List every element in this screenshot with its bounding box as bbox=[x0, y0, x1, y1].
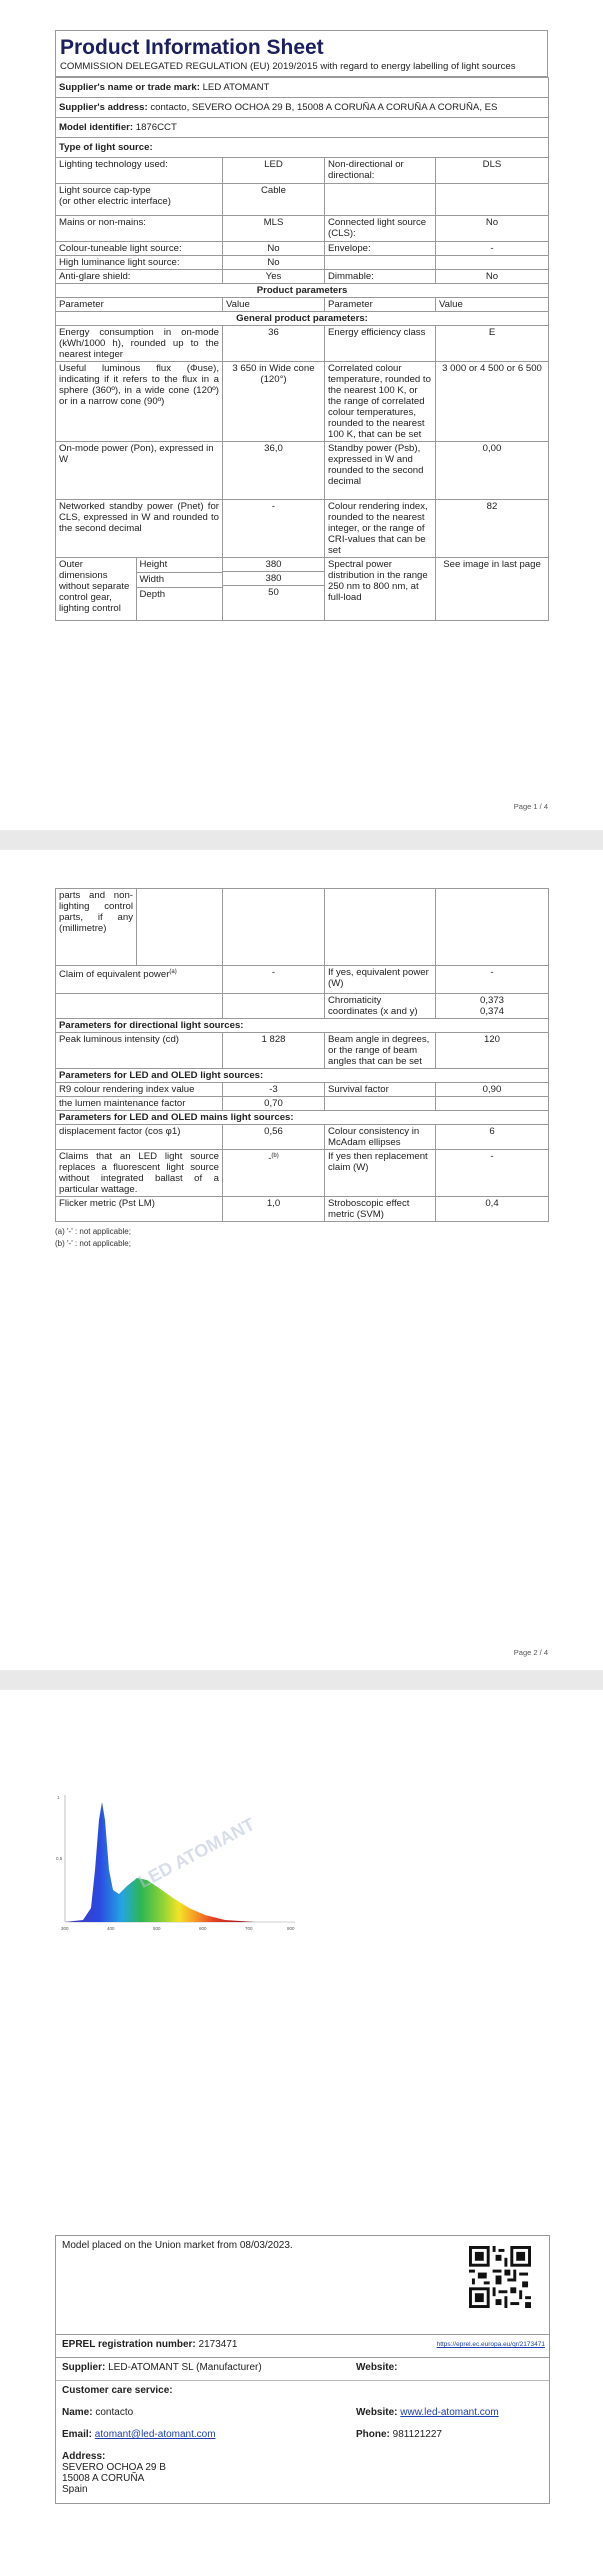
supplier-value: LED-ATOMANT SL (Manufacturer) bbox=[108, 2362, 262, 2373]
address-row: Address: SEVERO OCHOA 29 B 15008 A CORUÑA Spain bbox=[56, 2447, 549, 2503]
website-label: Website: bbox=[356, 2362, 398, 2373]
mains-row: displacement factor (cos φ1) 0,56 Colour consistency in McAdam ellipses 6 bbox=[56, 1125, 549, 1150]
page-title: Product Information Sheet bbox=[60, 36, 324, 59]
supplier-address: contacto, SEVERO OCHOA 29 B, 15008 A CORUÑA A CORUÑA A CORUÑA, ES bbox=[150, 102, 498, 113]
product-sheet bbox=[55, 30, 548, 621]
dimensions-label-cont: parts and non-lighting control parts, if any (millimetre) bbox=[56, 889, 137, 965]
website-link[interactable]: www.led-atomant.com bbox=[400, 2407, 499, 2418]
supplier-address-row: Supplier's address: contacto, SEVERO OCHOA 29 B, 15008 A CORUÑA A CORUÑA A CORUÑA, ES bbox=[56, 98, 549, 118]
general-row: Useful luminous flux (Φuse), indicating if it refers to the flux in a sphere (360º), in a wide cone (120º) or in a narrow cone (90º) 3 650 in Wide cone (120°) Correlated colour temperature, rounded to the nearest 100 K, or the range of correlated colour temperatures, rounded to the nearest 100 K, that can be set 3 000 or 4 500 or 6 500 bbox=[56, 362, 549, 442]
eprel-number: 2173471 bbox=[198, 2339, 238, 2350]
care-name: contacto bbox=[95, 2407, 134, 2418]
param-header-row: Parameter Value Parameter Value bbox=[56, 298, 549, 312]
model-row: Model identifier: 1876CCT bbox=[56, 118, 549, 138]
height-value: 380 bbox=[223, 558, 324, 572]
general-parameters-heading: General product parameters: bbox=[56, 312, 549, 326]
page-2 bbox=[0, 850, 603, 1670]
type-row: Lighting technology used: LED Non-directional or directional: DLS bbox=[56, 158, 549, 184]
page-1 bbox=[0, 0, 603, 830]
y-tick: 1 bbox=[57, 1795, 60, 1800]
type-row: Colour-tuneable light source: No Envelope: - bbox=[56, 242, 549, 256]
page-number: Page 1 / 4 bbox=[513, 802, 548, 811]
dimensions-cont-row bbox=[56, 889, 549, 966]
general-row: Energy consumption in on-mode (kWh/1000 h), rounded up to the nearest integer 36 Energy efficiency class E bbox=[56, 326, 549, 362]
phone-value: 981121227 bbox=[392, 2429, 442, 2440]
footnote-a: (a) '-' : not applicable; bbox=[55, 1227, 131, 1236]
supplier-row: Supplier: LED-ATOMANT SL (Manufacturer) Website: bbox=[56, 2358, 549, 2381]
email-link[interactable]: atomant@led-atomant.com bbox=[94, 2429, 216, 2440]
model-identifier: 1876CCT bbox=[135, 122, 177, 133]
spd-value: See image in last page bbox=[436, 558, 549, 621]
x-tick: 700 bbox=[245, 1926, 253, 1931]
x-tick: 400 bbox=[107, 1926, 115, 1931]
address-line: SEVERO OCHOA 29 B bbox=[62, 2462, 166, 2473]
product-parameters-heading: Product parameters bbox=[56, 284, 549, 298]
page-number: Page 2 / 4 bbox=[513, 1648, 548, 1657]
led-row: R9 colour rendering index value -3 Survival factor 0,90 bbox=[56, 1083, 549, 1097]
care-heading: Customer care service: bbox=[62, 2385, 173, 2396]
x-tick: 300 bbox=[61, 1926, 69, 1931]
type-label: Type of light source: bbox=[56, 138, 549, 158]
dimensions-row: Outer dimensions without separate control gear, lighting control Height Width Depth 380 380 50 Spectral power distribution in the range 250 nm to 800 nm, at full-load See image in last page bbox=[56, 558, 549, 621]
directional-row: Peak luminous intensity (cd) 1 828 Beam angle in degrees, or the range of beam angles that can be set 120 bbox=[56, 1033, 549, 1069]
qr-code-icon[interactable] bbox=[469, 2246, 531, 2308]
led-heading: Parameters for LED and OLED light sources: bbox=[56, 1069, 549, 1083]
eprel-link[interactable]: https://eprel.ec.europa.eu/qr/2173471 bbox=[436, 2341, 545, 2348]
general-row: Networked standby power (Pnet) for CLS, expressed in W and rounded to the second decimal - Colour rendering index, rounded to the nearest integer, or the range of CRI-values that can be set 82 bbox=[56, 500, 549, 558]
x-tick: 500 bbox=[153, 1926, 161, 1931]
eprel-row: EPREL registration number: 2173471 https://eprel.ec.europa.eu/qr/2173471 bbox=[56, 2335, 549, 2358]
market-row bbox=[56, 2236, 549, 2335]
x-tick: 800 bbox=[287, 1926, 295, 1931]
directional-heading: Parameters for directional light sources: bbox=[56, 1019, 549, 1033]
type-row: High luminance light source: No bbox=[56, 256, 549, 270]
depth-value: 50 bbox=[268, 587, 279, 598]
page-3 bbox=[0, 1690, 603, 2560]
email-row: Email: atomant@led-atomant.com Phone: 981121227 bbox=[62, 2429, 442, 2440]
width-value: 380 bbox=[223, 572, 324, 586]
mains-row: Flicker metric (Pst LM) 1,0 Stroboscopic effect metric (SVM) 0,4 bbox=[56, 1197, 549, 1222]
equiv-row: Chromaticity coordinates (x and y) 0,373 0,374 bbox=[56, 994, 549, 1019]
type-row: Light source cap-type (or other electric interface) Cable bbox=[56, 184, 549, 216]
footnote-b: (b) '-' : not applicable; bbox=[55, 1239, 131, 1248]
general-row: On-mode power (Pon), expressed in W 36,0 Standby power (Psb), expressed in W and rounded to the second decimal 0,00 bbox=[56, 442, 549, 500]
spectrum-watermark: LED ATOMANT bbox=[135, 1814, 259, 1893]
product-sheet-cont bbox=[55, 888, 548, 1250]
supplier-name: LED ATOMANT bbox=[202, 82, 270, 93]
regulation-text: COMMISSION DELEGATED REGULATION (EU) 2019/2015 with regard to energy labelling of light sources bbox=[60, 61, 516, 72]
led-row: the lumen maintenance factor 0,70 bbox=[56, 1097, 549, 1111]
type-row: Anti-glare shield: Yes Dimmable: No bbox=[56, 270, 549, 284]
dimensions-label: Outer dimensions without separate control gear, lighting control bbox=[56, 558, 136, 620]
equiv-row: Claim of equivalent power$^{(a)}$ - If yes, equivalent power (W) - bbox=[56, 966, 549, 994]
address-line: 15008 A CORUÑA bbox=[62, 2473, 145, 2484]
y-tick: 0,5 bbox=[56, 1856, 63, 1861]
name-row: Name: contacto Website: www.led-atomant.com bbox=[62, 2407, 499, 2418]
x-tick: 600 bbox=[199, 1926, 207, 1931]
market-text: Model placed on the Union market from 08/03/2023. bbox=[62, 2240, 293, 2251]
mains-row: Claims that an LED light source replaces a fluorescent light source without integrated ballast of a particular wattage. -$^{(b)}$ If yes then replacement claim (W) - bbox=[56, 1150, 549, 1197]
spectrum-chart bbox=[55, 1790, 305, 1950]
address-line: Spain bbox=[62, 2484, 88, 2495]
type-row: Mains or non-mains: MLS Connected light source (CLS): No bbox=[56, 216, 549, 242]
mains-heading: Parameters for LED and OLED mains light sources: bbox=[56, 1111, 549, 1125]
spd-label: Spectral power distribution in the range 250 nm to 800 nm, at full-load bbox=[325, 558, 436, 621]
supplier-name-row: Supplier's name or trade mark: LED ATOMANT bbox=[56, 78, 549, 98]
supplier-info-box bbox=[55, 2235, 550, 2504]
